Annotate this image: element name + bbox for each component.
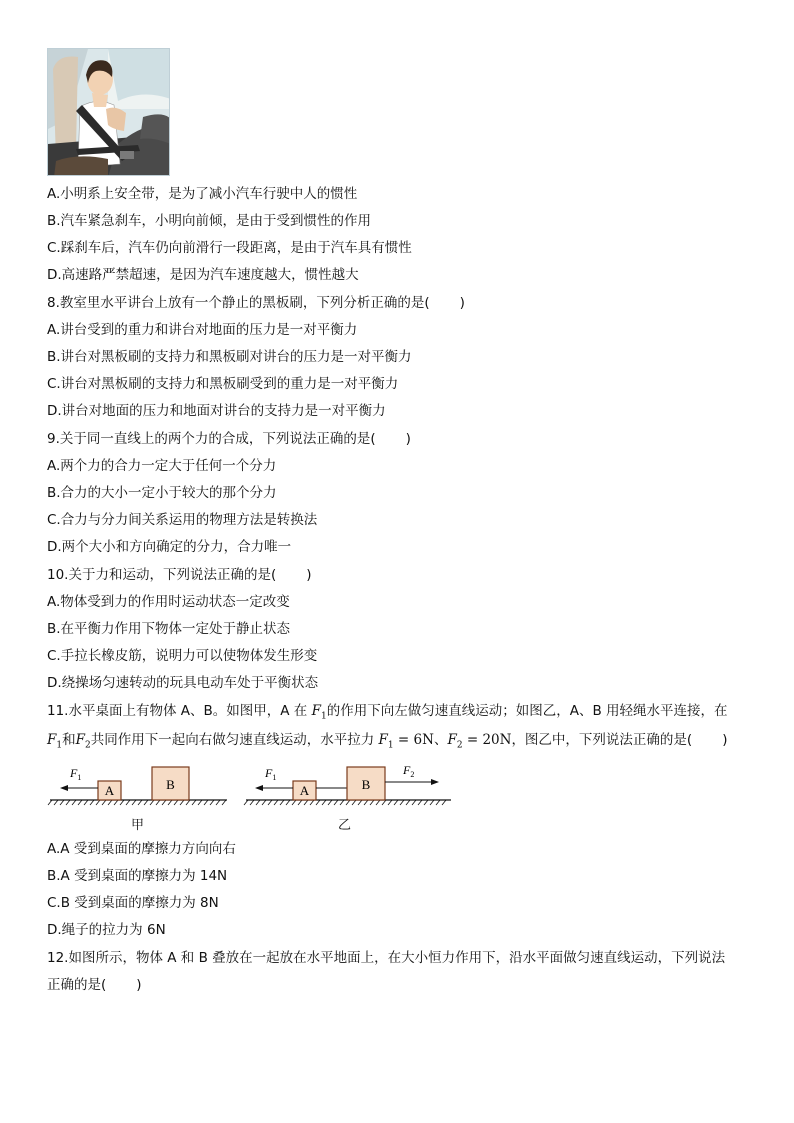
q12-stem-line1: 12.如图所示，物体 A 和 B 叠放在一起放在水平地面上，在大小恒力作用下，沿水平面做匀速直线运动，下列说法: [47, 950, 726, 966]
force-f2-label: [402, 763, 414, 779]
q11-f-sub: 1: [320, 711, 327, 722]
force-f1-arrowhead: [60, 785, 68, 791]
force-f2-arrowhead: [431, 779, 439, 785]
q12-close-paren: ): [136, 977, 142, 993]
q11-option-b: B.A 受到桌面的摩擦力为 14N: [47, 868, 228, 884]
q11-f2-symbol: [75, 732, 91, 751]
q10-option-c: C.手拉长橡皮筋，说明力可以使物体发生形变: [47, 648, 318, 664]
surface-hatching: [244, 800, 446, 805]
q11-f1-symbol: [311, 703, 327, 722]
q10-close-paren: ): [306, 567, 312, 583]
q9-option-d: D.两个大小和方向确定的分力，合力唯一: [47, 539, 292, 555]
q8-option-a: A.讲台受到的重力和讲台对地面的压力是一对平衡力: [47, 322, 358, 338]
f-sub: 1: [77, 773, 82, 782]
q11-stem-line1: [47, 702, 728, 726]
q7-option-b: B.汽车紧急刹车，小明向前倾，是由于受到惯性的作用: [47, 213, 372, 229]
q11-close-paren: ): [722, 732, 728, 748]
q11-f-sub: 1: [387, 740, 394, 751]
q9-stem: [47, 430, 411, 448]
q11-f-letter: F: [75, 732, 85, 748]
q11-f1-symbol-2: [47, 732, 63, 751]
q9-close-paren: ): [405, 431, 411, 447]
q7-option-a: A.小明系上安全带，是为了减小汽车行驶中人的惯性: [47, 186, 358, 202]
q11-line2-c: ，图乙中，下列说法正确的是(: [511, 732, 693, 748]
q10-option-b: B.在平衡力作用下物体一定处于静止状态: [47, 621, 291, 637]
surface-hatching: [48, 800, 226, 805]
q10-stem: [47, 566, 312, 584]
block-b-label: B: [166, 777, 175, 792]
f-letter: F: [70, 766, 78, 780]
q11-line2-a: 和: [62, 732, 76, 748]
q12-line2-text: 正确的是(: [47, 977, 107, 993]
q11-line2-b: 共同作用下一起向右做匀速直线运动，水平拉力: [90, 732, 375, 748]
q8-option-d: D.讲台对地面的压力和地面对讲台的支持力是一对平衡力: [47, 403, 386, 419]
q12-stem-line2: [47, 976, 142, 994]
q11-f-letter: F: [311, 703, 321, 719]
q11-line1-a: 11.水平桌面上有物体 A、B。如图甲，A 在: [47, 703, 308, 719]
q9-option-c: C.合力与分力间关系运用的物理方法是转换法: [47, 512, 318, 528]
f-letter: F: [403, 763, 411, 777]
figure-yi-caption: 乙: [338, 818, 352, 833]
q9-option-b: B.合力的大小一定小于较大的那个分力: [47, 485, 277, 501]
q11-option-d: D.绳子的拉力为 6N: [47, 922, 166, 938]
f-sub: 2: [410, 770, 415, 779]
force-f1-arrowhead: [255, 785, 263, 791]
q11-f-sub: 2: [456, 740, 463, 751]
force-f1-label: [69, 766, 81, 782]
q8-close-paren: ): [459, 295, 465, 311]
q7-option-c: C.踩刹车后，汽车仍向前滑行一段距离，是由于汽车具有惯性: [47, 240, 412, 256]
q11-option-a: A.A 受到桌面的摩擦力方向向右: [47, 841, 236, 857]
block-b-label: B: [361, 777, 371, 792]
q11-f-letter: F: [447, 732, 457, 748]
force-f1-label: [264, 766, 276, 782]
q11-option-c: C.B 受到桌面的摩擦力为 8N: [47, 895, 219, 911]
q8-option-b: B.讲台对黑板刷的支持力和黑板刷对讲台的压力是一对平衡力: [47, 349, 412, 365]
q9-option-a: A.两个力的合力一定大于任何一个分力: [47, 458, 277, 474]
figure-jia: [47, 760, 232, 810]
q11-stem-line2: [47, 731, 728, 755]
q10-option-d: D.绕操场匀速转动的玩具电动车处于平衡状态: [47, 675, 319, 691]
figure-jia-caption: 甲: [131, 818, 145, 833]
q11-f1-value: [378, 732, 434, 751]
driver-seatbelt-illustration: [47, 48, 170, 176]
q11-f-letter: F: [378, 732, 388, 748]
q11-line1-b: 的作用下向左做匀速直线运动；如图乙，A、B 用轻绳水平连接，在: [326, 703, 728, 719]
f-letter: F: [265, 766, 273, 780]
q11-f-letter: F: [47, 732, 57, 748]
figure-yi: [243, 760, 455, 810]
q8-stem: [47, 294, 465, 312]
q7-option-d: D.高速路严禁超速，是因为汽车速度越大，惯性越大: [47, 267, 359, 283]
f-sub: 1: [272, 773, 277, 782]
block-a-label: A: [104, 783, 115, 798]
block-a-label: A: [299, 783, 310, 798]
q11-f-sub: 2: [84, 740, 91, 751]
q11-f1-eq: = 6N: [397, 732, 434, 748]
q11-f-sub: 1: [56, 740, 63, 751]
q11-sep: 、: [433, 732, 448, 748]
q11-f2-eq: = 20N: [466, 732, 512, 748]
q11-f2-value: [447, 732, 512, 751]
q10-option-a: A.物体受到力的作用时运动状态一定改变: [47, 594, 290, 610]
q10-stem-text: 10.关于力和运动，下列说法正确的是(: [47, 567, 277, 583]
q9-stem-text: 9.关于同一直线上的两个力的合成，下列说法正确的是(: [47, 431, 376, 447]
q8-option-c: C.讲台对黑板刷的支持力和黑板刷受到的重力是一对平衡力: [47, 376, 399, 392]
q8-stem-text: 8.教室里水平讲台上放有一个静止的黑板刷，下列分析正确的是(: [47, 295, 430, 311]
